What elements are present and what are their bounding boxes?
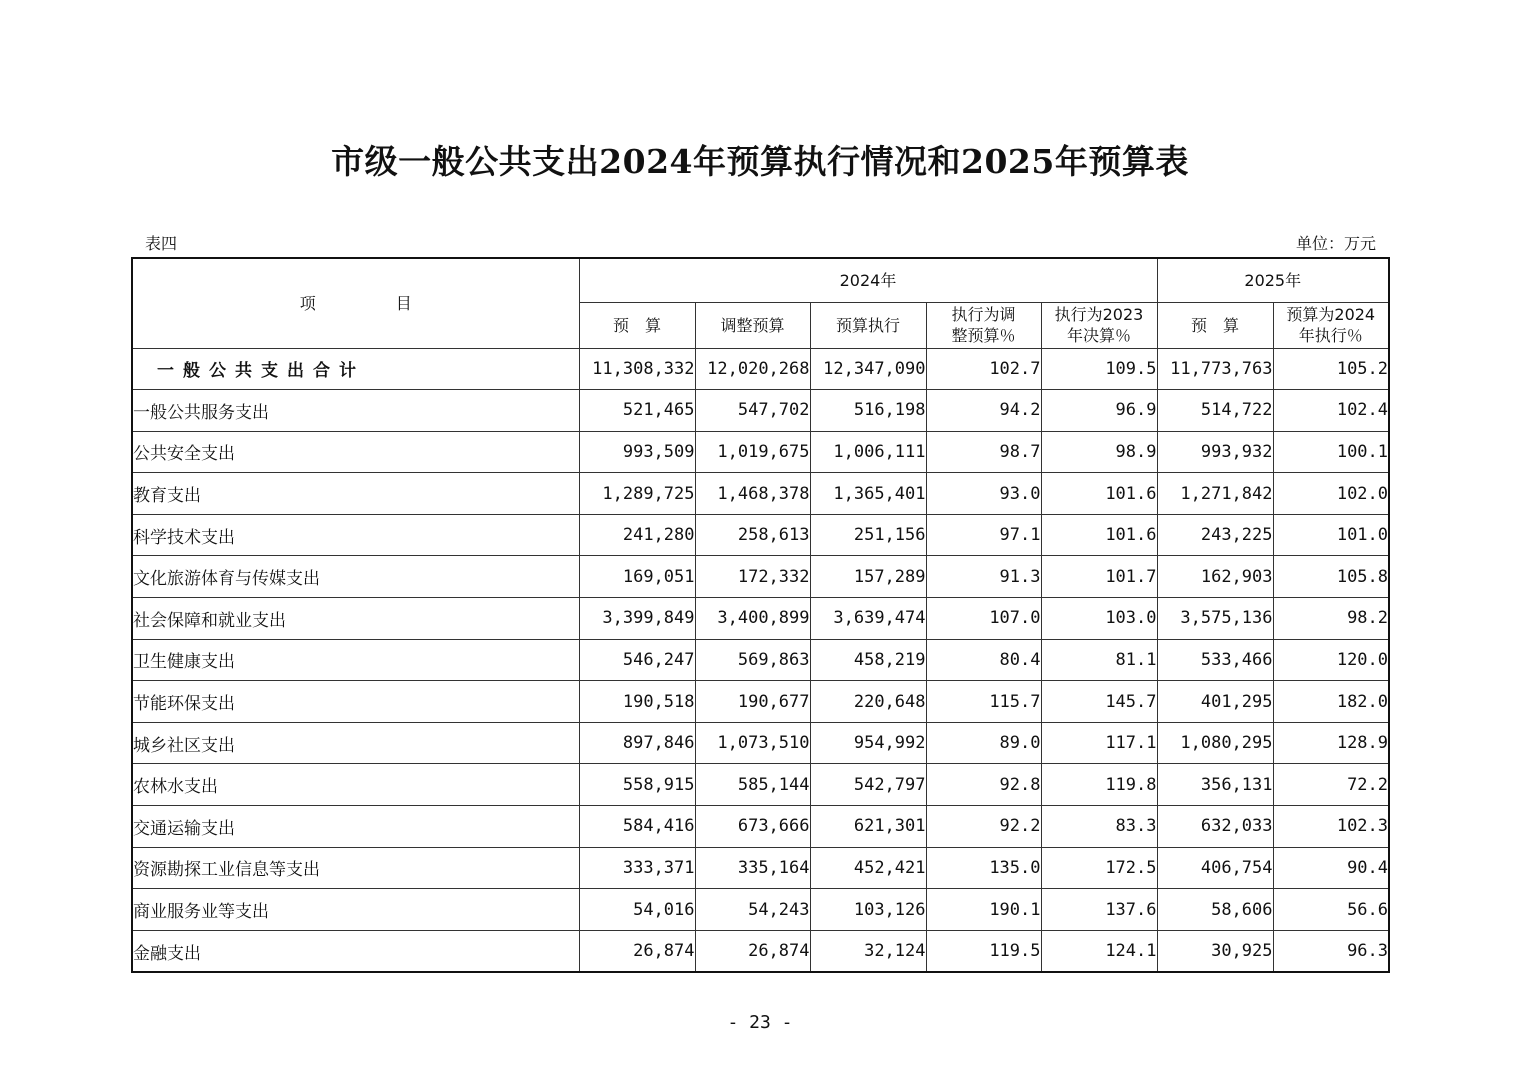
table-row (132, 764, 1389, 806)
table-row (132, 514, 1389, 556)
row-name: 教育支出 (132, 473, 579, 515)
cell-exec-vs-adjusted: 80.4 (926, 639, 1041, 681)
cell-budget-2025: 514,722 (1157, 390, 1273, 432)
cell-exec-vs-2023: 101.6 (1041, 514, 1157, 556)
header-exec-vs-adjusted (926, 302, 1041, 348)
header-year-2025: 2025年 (1157, 258, 1389, 302)
cell-exec-vs-2023: 96.9 (1041, 390, 1157, 432)
cell-budget-2025: 993,932 (1157, 431, 1273, 473)
cell-budget-execution: 621,301 (810, 806, 926, 848)
cell-budget-2024: 897,846 (579, 722, 695, 764)
row-name: 商业服务业等支出 (132, 889, 579, 931)
cell-exec-vs-2023: 117.1 (1041, 722, 1157, 764)
cell-exec-vs-2023: 83.3 (1041, 806, 1157, 848)
row-name: 城乡社区支出 (132, 722, 579, 764)
cell-adjusted-budget: 335,164 (695, 847, 810, 889)
page-title: 市级一般公共支出2024年预算执行情况和2025年预算表 (331, 142, 1189, 181)
cell-budget-2024: 993,509 (579, 431, 695, 473)
row-name: 科学技术支出 (132, 514, 579, 556)
cell-budget-vs-2024: 100.1 (1273, 431, 1389, 473)
row-name: 一般公共服务支出 (132, 390, 579, 432)
header-budget-2025: 预 算 (1157, 302, 1273, 348)
header-item: 项 目 (132, 258, 579, 348)
table-row (132, 722, 1389, 764)
cell-budget-vs-2024: 128.9 (1273, 722, 1389, 764)
header-exec-vs-adjusted-line1: 执行为调 (951, 305, 1016, 324)
cell-budget-2025: 1,080,295 (1157, 722, 1273, 764)
cell-budget-vs-2024: 120.0 (1273, 639, 1389, 681)
cell-adjusted-budget: 585,144 (695, 764, 810, 806)
page-number: - 23 - (727, 1012, 793, 1033)
cell-budget-execution: 1,365,401 (810, 473, 926, 515)
cell-exec-vs-adjusted: 93.0 (926, 473, 1041, 515)
cell-budget-2025: 11,773,763 (1157, 348, 1273, 390)
cell-budget-2024: 169,051 (579, 556, 695, 598)
cell-budget-2024: 3,399,849 (579, 598, 695, 640)
cell-budget-vs-2024: 90.4 (1273, 847, 1389, 889)
cell-budget-vs-2024: 98.2 (1273, 598, 1389, 640)
cell-budget-vs-2024: 96.3 (1273, 930, 1389, 972)
cell-adjusted-budget: 26,874 (695, 930, 810, 972)
cell-exec-vs-2023: 124.1 (1041, 930, 1157, 972)
cell-budget-2024: 190,518 (579, 681, 695, 723)
cell-adjusted-budget: 547,702 (695, 390, 810, 432)
table-row (132, 847, 1389, 889)
cell-budget-2025: 406,754 (1157, 847, 1273, 889)
cell-budget-2024: 584,416 (579, 806, 695, 848)
table-row (132, 473, 1389, 515)
cell-adjusted-budget: 3,400,899 (695, 598, 810, 640)
header-budget-vs-2024-line1: 预算为2024 (1286, 305, 1376, 324)
row-name: 金融支出 (132, 930, 579, 972)
cell-budget-2025: 3,575,136 (1157, 598, 1273, 640)
cell-adjusted-budget: 1,468,378 (695, 473, 810, 515)
row-name: 卫生健康支出 (132, 639, 579, 681)
cell-exec-vs-adjusted: 94.2 (926, 390, 1041, 432)
cell-budget-execution: 516,198 (810, 390, 926, 432)
header-budget-execution: 预算执行 (810, 302, 926, 348)
row-name: 资源勘探工业信息等支出 (132, 847, 579, 889)
cell-adjusted-budget: 673,666 (695, 806, 810, 848)
table-row (132, 431, 1389, 473)
cell-budget-2024: 521,465 (579, 390, 695, 432)
header-exec-vs-2023-line2: 年决算％ (1066, 326, 1131, 345)
cell-budget-execution: 458,219 (810, 639, 926, 681)
cell-exec-vs-2023: 137.6 (1041, 889, 1157, 931)
table-row-total (132, 348, 1389, 390)
cell-budget-vs-2024: 56.6 (1273, 889, 1389, 931)
cell-exec-vs-adjusted: 119.5 (926, 930, 1041, 972)
table-row (132, 681, 1389, 723)
table-number: 表四 (145, 234, 178, 253)
cell-budget-2024: 558,915 (579, 764, 695, 806)
table-row (132, 639, 1389, 681)
cell-budget-2024: 333,371 (579, 847, 695, 889)
table-row (132, 806, 1389, 848)
cell-budget-2025: 162,903 (1157, 556, 1273, 598)
cell-budget-vs-2024: 102.0 (1273, 473, 1389, 515)
cell-budget-execution: 542,797 (810, 764, 926, 806)
cell-budget-vs-2024: 105.8 (1273, 556, 1389, 598)
cell-budget-execution: 157,289 (810, 556, 926, 598)
cell-budget-execution: 1,006,111 (810, 431, 926, 473)
cell-exec-vs-2023: 101.7 (1041, 556, 1157, 598)
row-name: 交通运输支出 (132, 806, 579, 848)
table-row (132, 598, 1389, 640)
cell-budget-execution: 220,648 (810, 681, 926, 723)
cell-budget-execution: 251,156 (810, 514, 926, 556)
cell-exec-vs-adjusted: 91.3 (926, 556, 1041, 598)
header-exec-vs-2023 (1041, 302, 1157, 348)
cell-budget-vs-2024: 72.2 (1273, 764, 1389, 806)
table-row (132, 390, 1389, 432)
cell-adjusted-budget: 1,019,675 (695, 431, 810, 473)
cell-adjusted-budget: 258,613 (695, 514, 810, 556)
cell-adjusted-budget: 54,243 (695, 889, 810, 931)
cell-exec-vs-2023: 109.5 (1041, 348, 1157, 390)
cell-exec-vs-adjusted: 190.1 (926, 889, 1041, 931)
cell-exec-vs-adjusted: 92.2 (926, 806, 1041, 848)
cell-exec-vs-adjusted: 97.1 (926, 514, 1041, 556)
cell-budget-vs-2024: 101.0 (1273, 514, 1389, 556)
header-budget-vs-2024 (1273, 302, 1389, 348)
cell-exec-vs-adjusted: 115.7 (926, 681, 1041, 723)
cell-exec-vs-adjusted: 89.0 (926, 722, 1041, 764)
cell-exec-vs-2023: 81.1 (1041, 639, 1157, 681)
cell-exec-vs-adjusted: 107.0 (926, 598, 1041, 640)
row-name: 节能环保支出 (132, 681, 579, 723)
cell-exec-vs-2023: 98.9 (1041, 431, 1157, 473)
cell-exec-vs-2023: 145.7 (1041, 681, 1157, 723)
cell-adjusted-budget: 190,677 (695, 681, 810, 723)
cell-budget-2024: 11,308,332 (579, 348, 695, 390)
cell-adjusted-budget: 569,863 (695, 639, 810, 681)
cell-budget-2024: 241,280 (579, 514, 695, 556)
cell-adjusted-budget: 172,332 (695, 556, 810, 598)
cell-budget-2024: 26,874 (579, 930, 695, 972)
cell-exec-vs-adjusted: 135.0 (926, 847, 1041, 889)
cell-budget-2025: 243,225 (1157, 514, 1273, 556)
budget-table (131, 257, 1390, 973)
cell-budget-execution: 103,126 (810, 889, 926, 931)
cell-budget-2024: 546,247 (579, 639, 695, 681)
cell-budget-execution: 954,992 (810, 722, 926, 764)
cell-budget-2025: 533,466 (1157, 639, 1273, 681)
cell-budget-vs-2024: 105.2 (1273, 348, 1389, 390)
cell-exec-vs-2023: 172.5 (1041, 847, 1157, 889)
cell-budget-vs-2024: 102.3 (1273, 806, 1389, 848)
cell-exec-vs-adjusted: 98.7 (926, 431, 1041, 473)
cell-budget-vs-2024: 182.0 (1273, 681, 1389, 723)
cell-budget-execution: 32,124 (810, 930, 926, 972)
table-row (132, 930, 1389, 972)
table-header (132, 258, 1389, 348)
header-exec-vs-adjusted-line2: 整预算％ (951, 326, 1016, 345)
row-name: 社会保障和就业支出 (132, 598, 579, 640)
cell-adjusted-budget: 12,020,268 (695, 348, 810, 390)
cell-budget-execution: 3,639,474 (810, 598, 926, 640)
cell-budget-execution: 12,347,090 (810, 348, 926, 390)
cell-budget-2025: 58,606 (1157, 889, 1273, 931)
cell-budget-execution: 452,421 (810, 847, 926, 889)
unit-label: 单位：万元 (1295, 234, 1376, 253)
cell-budget-2025: 1,271,842 (1157, 473, 1273, 515)
cell-exec-vs-adjusted: 92.8 (926, 764, 1041, 806)
cell-exec-vs-2023: 103.0 (1041, 598, 1157, 640)
cell-budget-2024: 54,016 (579, 889, 695, 931)
table-row (132, 556, 1389, 598)
row-name: 农林水支出 (132, 764, 579, 806)
row-name: 公共安全支出 (132, 431, 579, 473)
cell-budget-2025: 401,295 (1157, 681, 1273, 723)
cell-exec-vs-adjusted: 102.7 (926, 348, 1041, 390)
cell-exec-vs-2023: 119.8 (1041, 764, 1157, 806)
cell-exec-vs-2023: 101.6 (1041, 473, 1157, 515)
row-name: 文化旅游体育与传媒支出 (132, 556, 579, 598)
header-exec-vs-2023-line1: 执行为2023 (1054, 305, 1144, 324)
header-adjusted-budget: 调整预算 (695, 302, 810, 348)
table-row (132, 889, 1389, 931)
cell-budget-2025: 356,131 (1157, 764, 1273, 806)
row-name: 一般公共支出合计 (132, 348, 579, 390)
cell-budget-2024: 1,289,725 (579, 473, 695, 515)
cell-budget-2025: 632,033 (1157, 806, 1273, 848)
cell-adjusted-budget: 1,073,510 (695, 722, 810, 764)
cell-budget-2025: 30,925 (1157, 930, 1273, 972)
header-budget-2024: 预 算 (579, 302, 695, 348)
cell-budget-vs-2024: 102.4 (1273, 390, 1389, 432)
header-budget-vs-2024-line2: 年执行％ (1298, 326, 1363, 345)
header-year-2024: 2024年 (579, 258, 1157, 302)
table-body (132, 348, 1389, 972)
